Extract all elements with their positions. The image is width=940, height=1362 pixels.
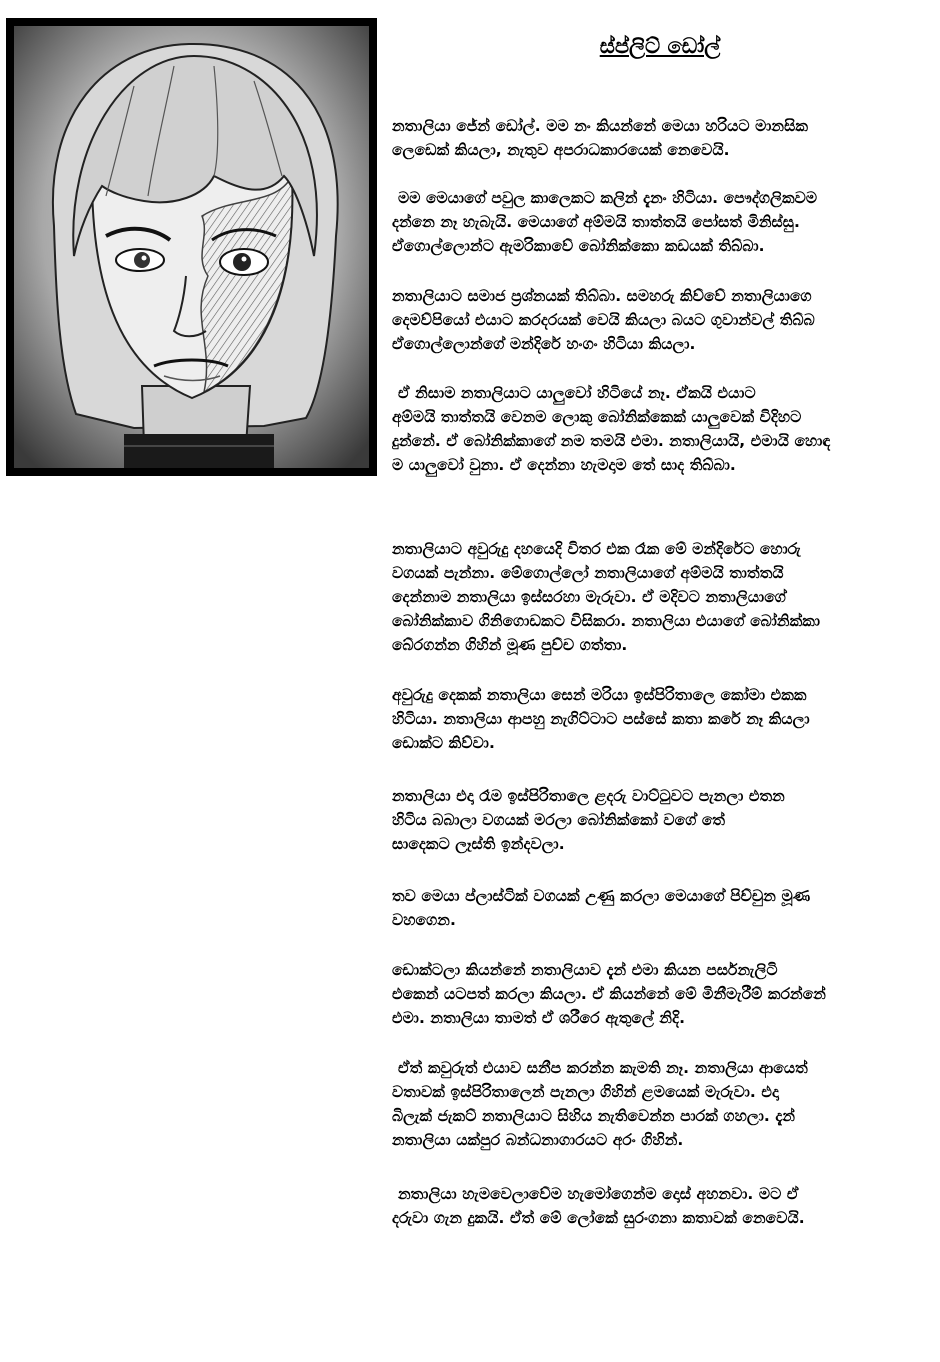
paragraph-line: හිටිය බබාලා වගයක් මරලා බෝනික්කෝ වගේ තේ [392, 811, 726, 829]
choker [124, 434, 274, 468]
paragraph-line: නතාලියා ජේන් ඩෝල්. මම නං කියන්නේ මෙයා හරියට මානසික [392, 117, 809, 135]
paragraph-line: හිටියා. නතාලියා ආපහු නැගිට්ටාට පස්සේ කතා කරේ නෑ කියලා [392, 710, 810, 728]
paragraph-line: එකෙන් යටපත් කරලා කියලා. ඒ කියන්නේ මේ මිනීමැරීම් කරන්නේ [392, 985, 826, 1003]
paragraph-line: අම්මයි තාත්තයි වෙනම ලොකු බෝනික්කෙක් යාලුවෙක් විදිහට [392, 408, 802, 426]
paragraph-1 [392, 114, 932, 162]
paragraph-line: දරුවා ගැන දුකයි. ඒත් මේ ලෝකේ සුරංගනා කතාවක් නෙවෙයි. [392, 1209, 805, 1227]
paragraph-9 [392, 958, 932, 1030]
paragraph-line: දුන්නේ. ඒ බෝනික්කාගේ නම තමයි එමා. නතාලියායි, එමායි හොඳ [392, 432, 831, 450]
paragraph-line: බේරගන්න ගිහින් මූණ පුච්ච ගත්තා. [392, 636, 628, 654]
paragraph-2 [392, 186, 938, 258]
paragraph-line: නතාලියා යක්පුර බන්ධනාගාරයට අරං ගිහින්. [392, 1131, 684, 1149]
page-title: ස්ප්ලිට් ඩෝල් [599, 34, 721, 58]
paragraph-line: වතාවක් ඉස්පිරිතාලෙන් පැනලා ගිහින් ළමයෙක් මැරුවා. එදා [392, 1083, 779, 1101]
portrait-frame [6, 18, 377, 476]
paragraph-line: ඒගොල්ලොන්ට ඇමරිකාවේ බෝනික්කො කඩයක් තිබ්බා. [392, 237, 765, 255]
paragraph-line: ලෙඩෙක් කියලා, නැතුව අපරාධකාරයෙක් නෙවෙයි. [392, 141, 730, 159]
paragraph-line: නතාලියා හැමවෙලාවේම හැමෝගෙන්ම දොස් අහනවා. මට ඒ [398, 1185, 799, 1203]
paragraph-line: වගයක් පැන්නා. මේගොල්ලෝ නතාලියාගේ අම්මයි තාත්තයි [392, 564, 784, 582]
paragraph-line: වහගෙන. [392, 911, 456, 929]
paragraph-6 [392, 683, 932, 755]
paragraph-line: එමා. නතාලියා තාමත් ඒ ශරීරෙ ඇතුලේ නිදි. [392, 1009, 686, 1027]
paragraph-line: ඒත් කවුරුත් එයාව සනීප කරන්න කැමති නෑ. නතාලියා ආයෙත් [398, 1059, 808, 1077]
paragraph-line: ඩොක්ටලා කියන්නේ නතාලියාව දැන් එමා කියන පර්සනැලිටි [392, 961, 778, 979]
paragraph-line: ඒගොල්ලොන්ගේ මන්දිරේ හංගං හිටියා කියලා. [392, 335, 696, 353]
paragraph-8 [392, 884, 932, 932]
paragraph-10 [392, 1056, 938, 1152]
paragraph-line: සාදෙකට ලෑස්ති ඉන්දවලා. [392, 835, 565, 853]
paragraph-line: ම යාලුවෝ වුනා. ඒ දෙන්නා හැමදාම තේ සාද තිබ්බා. [392, 456, 736, 474]
paragraph-line: දෙමව්පියෝ එයාට කරදරයක් වෙයි කියලා බයට ගුවාන්වල් තිබ්බ [392, 311, 815, 329]
paragraph-3 [392, 284, 932, 356]
paragraph-7 [392, 784, 932, 856]
paragraph-line: තව මෙයා ප්ලාස්ටික් වගයක් උණු කරලා මෙයාගේ පිච්චුන මූණ [392, 887, 811, 905]
paragraph-line: දෙන්නාම නතාලියා ඉස්සරහා මැරුවා. ඒ මදිවට නතාලියාගේ [392, 588, 786, 606]
paragraph-line: බෝනික්කාව ගිනිගොඩකට විසිකරා. නතාලියා එයාගේ බෝනික්කා [392, 612, 821, 630]
split-face-illustration-icon [14, 26, 369, 468]
paragraph-4 [392, 381, 938, 477]
paragraph-5 [392, 537, 932, 657]
paragraph-line: බිලැක් ජැකට් නතාලියාට සිහිය නැතිවෙන්න පාරක් ගහලා. දැන් [392, 1107, 796, 1125]
paragraph-line: නතාලියාට සමාජ ප්‍රශ්නයක් තිබ්බා. සමහරු කිව්වේ නතාලියාගෙ [392, 287, 812, 305]
paragraph-line: අවුරුදු දෙකක් නතාලියා සෙන් මරියා ඉස්පිරිතාලෙ කෝමා එකක [392, 686, 807, 704]
paragraph-line: නතාලියාට අවුරුදු දහයෙදි විතර එක රෑක මේ මන්දිරේට හොරු [392, 540, 801, 558]
paragraph-line: ඒ නිසාම නතාලියාට යාලුවෝ හිටියේ නෑ. ඒකයි එයාට [398, 384, 756, 402]
paragraph-line: නතාලියා එදා රෑම ඉස්පිරිතාලෙ ළදරු වාට්ටුවට පැනලා එතන [392, 787, 785, 805]
paragraph-line: ඩොක්ට කිව්වා. [392, 734, 495, 752]
paragraph-11 [392, 1182, 938, 1230]
paragraph-line: මම මෙයාගේ පවුල කාලෙකට කලින් දැනං හිටියා. පෞද්ගලිකවම [398, 189, 818, 207]
paragraph-line: දන්නෙ නෑ හැබැයි. මෙයාගේ අම්මයි තාත්තයි පෝසත් මිනිස්සු. [392, 213, 801, 231]
